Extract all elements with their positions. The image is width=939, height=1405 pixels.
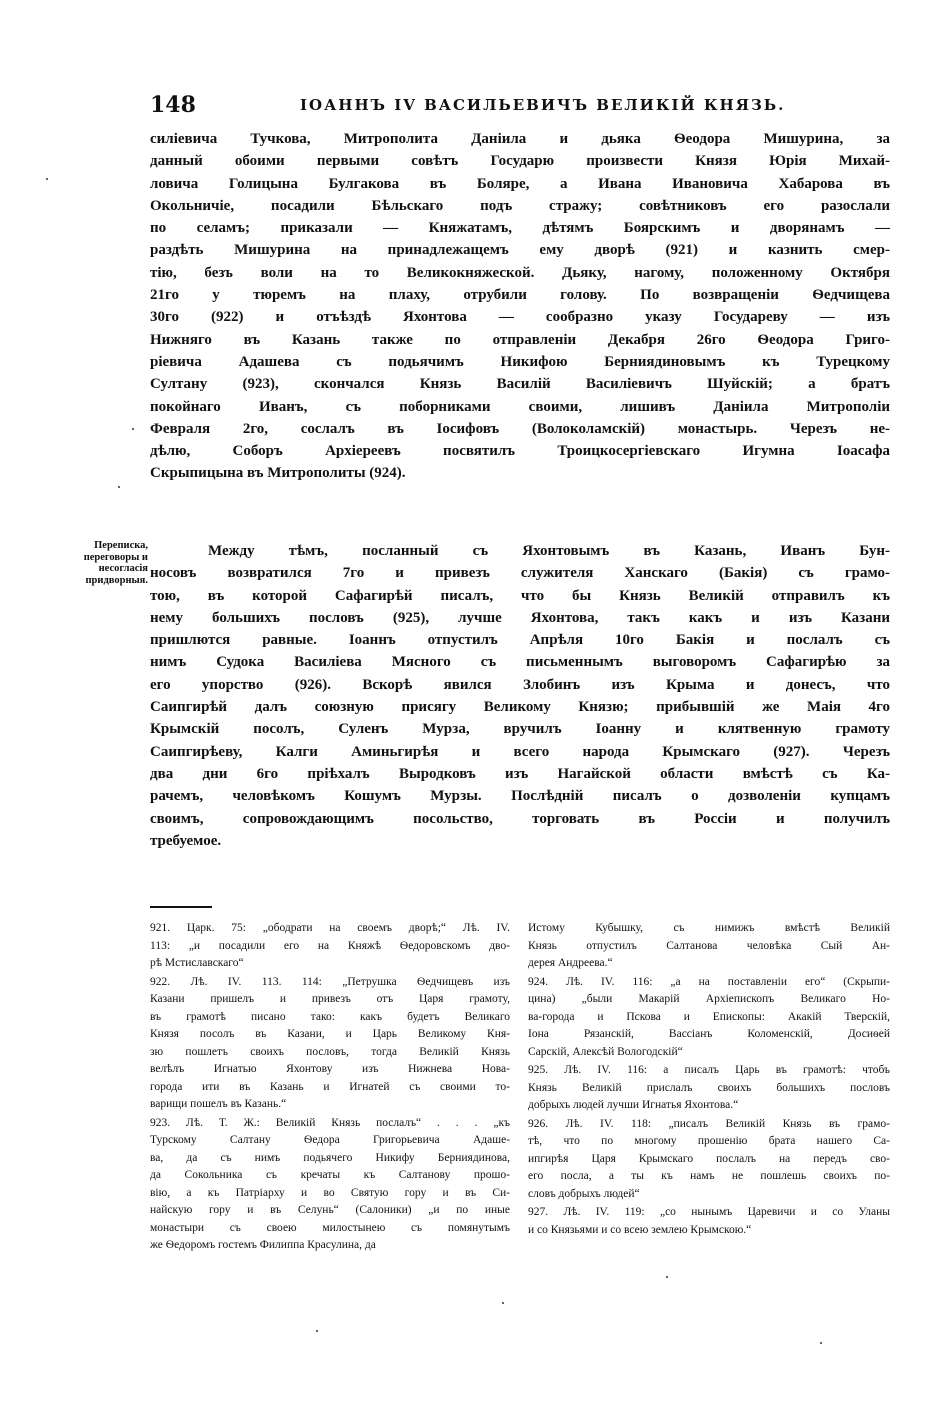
text-line: два дни 6го пріѣхалъ Выродковъ изъ Нагайской области вмѣстѣ съ Ка- (150, 765, 890, 782)
text-line: раздѣть Мишурина на принадлежащемъ ему дворѣ (921) и казнить смер- (150, 242, 890, 259)
footnote-line: ипгирѣя Царя Крымскаго послалъ на передъ сво- (528, 1152, 890, 1165)
footnote (150, 1115, 510, 1254)
footnote (528, 1062, 890, 1114)
footnote (528, 1204, 890, 1238)
footnote-line: рѣ Мстиславскаго“ (150, 957, 244, 969)
footnote (150, 974, 510, 1113)
footnotes-right-column (528, 920, 890, 1240)
footnote-line: Турскому Салтану Ѳедора Григорьевича Адаше- (150, 1134, 510, 1146)
footnote-line: зю пошлетъ своихъ пословъ, тогда Великій Князь (150, 1045, 510, 1058)
print-speck (820, 1342, 822, 1344)
footnote (528, 974, 890, 1061)
footnote-line: 926. Лѣ. IV. 118: „писалъ Великій Князь въ грамо- (528, 1117, 890, 1130)
text-line: Скрыпицына въ Митрополиты (924). (150, 465, 406, 482)
footnote-line: 924. Лѣ. IV. 116: „а на поставленіи его“ (Скрыпи- (528, 975, 890, 988)
footnote-line: цина) „были Макарій Архіепископъ Великаго Но- (528, 993, 890, 1005)
footnote-line: и со Князьями и со всею землею Крымскою.“ (528, 1223, 752, 1236)
text-line: ловича Голицына Булгакова въ Боляре, а Ивана Ивановича Хабарова въ (150, 175, 890, 192)
footnote-line: 923. Лѣ. Т. Ж.: Великій Князь послалъ“ . . . „къ (150, 1116, 510, 1129)
footnote-line: да Сокольника съ кречаты къ Салтанову прошо- (150, 1169, 510, 1181)
running-title: ІОАННЪ IV ВАСИЛЬЕВИЧЪ ВЕЛИКІЙ КНЯЗЬ. (300, 96, 786, 114)
margin-note: Переписка, переговоры и несогласія придворныя. (83, 540, 148, 586)
text-line: Султану (923), скончался Князь Василій Василіевичъ Шуйскій; а братъ (150, 376, 890, 393)
text-line: тію, безъ воли на то Великокняжеской. Дьяку, нагому, положенному Октября (150, 264, 890, 281)
text-line: Саипгирѣй далъ союзную присягу Великому Князю; прибывшій же Маія 4го (150, 699, 890, 716)
text-line: Крымскій посолъ, Суленъ Мурза, вручилъ Іоанну и клятвенную грамоту (150, 721, 890, 738)
footnote-line: ва-города и Пскова и Епископы: Акакій Тверскій, (528, 1010, 890, 1023)
text-line: ріевича Адашева съ подьячимъ Никифою Берниядиновымъ къ Турецкому (150, 353, 890, 370)
footnote-line: Іона Рязанскій, Вассіанъ Коломенскій, Досиѳей (528, 1028, 890, 1040)
main-paragraph-1 (150, 128, 890, 485)
footnote-separator (150, 906, 212, 908)
text-line: нему большихъ пословъ (925), лучше Яхонтова, такъ какъ и изъ Казани (150, 609, 890, 626)
footnote-line: 925. Лѣ. IV. 116: а писалъ Царь въ грамотѣ: чтобъ (528, 1064, 890, 1076)
footnote-line: Казани пришелъ и привезъ отъ Царя грамоту, (150, 993, 510, 1005)
text-line: своимъ, сопровождающимъ посольство, торговать въ Россіи и получилъ (150, 810, 890, 827)
text-line: тою, въ которой Сафагирѣй писалъ, что бы Князь Великій отправилъ къ (150, 587, 890, 604)
text-line: по селамъ; приказали — Княжатамъ, дѣтямъ Боярскимъ и дворянамъ — (150, 220, 890, 237)
text-line: Между тѣмъ, посланный съ Яхонтовымъ въ Казань, Иванъ Бун- (208, 543, 890, 559)
footnote-line: 922. Лѣ. IV. 113. 114: „Петрушка Ѳедчищевъ изъ (150, 975, 510, 988)
footnote (528, 920, 890, 972)
text-line: 30го (922) и отъѣздѣ Яхонтова — сообразно указу Государеву — изъ (150, 309, 890, 326)
print-speck (46, 178, 48, 180)
text-line: Нижняго въ Казань также по отправленіи Декабря 26го Ѳеодора Григо- (150, 331, 890, 348)
text-line: носовъ возвратился 7го и привезъ служителя Ханскаго (Бакія) съ грамо- (150, 565, 890, 582)
main-paragraph-2 (150, 540, 890, 852)
text-line: силіевича Тучкова, Митрополита Даніила и дьяка Ѳеодора Мишурина, за (150, 131, 890, 147)
footnote-line: города ити въ Казань и Игнатей съ своими то- (150, 1080, 510, 1093)
print-speck (118, 486, 120, 488)
footnote-line: Истому Кубышку, съ нимижъ вмѣстѣ Великій (528, 922, 890, 934)
footnote-line: 927. Лѣ. IV. 119: „со нынымъ Царевичи и со Уланы (528, 1206, 890, 1218)
text-line: 21го у тюремъ на плаху, отрубили голову. По возвращеніи Ѳедчищева (150, 287, 890, 304)
footnote-line: добрыхъ людей лучши Игнатья Яхонтова.“ (528, 1099, 739, 1111)
footnote (528, 1116, 890, 1203)
footnote-line: 113: „и посадили его на Княжѣ Ѳедоровскомъ дво- (150, 939, 510, 952)
footnote-line: его посла, а ты къ намъ не пошлешь своихъ по- (528, 1170, 890, 1182)
print-speck (666, 1276, 668, 1278)
footnote-line: 921. Царк. 75: „ободрати на своемъ дворѣ;“ Лѣ. IV. (150, 922, 510, 934)
print-speck (316, 1330, 318, 1332)
page-header (150, 92, 790, 122)
footnote-line: же Ѳедоромъ гостемъ Филиппа Красулина, да (150, 1239, 376, 1251)
footnote-line: варищи пошелъ въ Казань.“ (150, 1098, 287, 1110)
text-line: Окольничіе, посадили Бѣльскаго подъ стражу; совѣтниковъ его разослали (150, 197, 890, 214)
text-line: Февраля 2го, сослалъ въ Іосифовъ (Волоколамскій) монастырь. Черезъ не- (150, 420, 890, 437)
footnote-line: Сарскій, Алексѣй Вологодскій“ (528, 1045, 683, 1058)
footnote-line: велѣлъ Игнатью Яхонтову изъ Нижнева Нова- (150, 1063, 510, 1075)
text-line: рачемъ, человѣкомъ Кошумъ Мурзы. Послѣдній писалъ о дозволеніи купцамъ (150, 788, 890, 805)
text-line: пришлются равные. Іоаннъ отпустилъ Апрѣля 10го Бакія и послалъ съ (150, 632, 890, 649)
footnote-line: въ грамотѣ писано тако: какъ будетъ Великаго (150, 1010, 510, 1023)
footnote-line: вію, а къ Патріарху и во Святую гору и въ Си- (150, 1186, 510, 1199)
footnote-line: ва, да съ нимъ подьячего Никифу Берниядинова, (150, 1151, 510, 1164)
text-line: покойнаго Иванъ, съ поборниками своими, лишивъ Даніила Митрополіи (150, 398, 890, 415)
footnote-line: словъ добрыхъ людей“ (528, 1187, 640, 1200)
footnote-line: монастыри съ своею милостынею съ помянутымъ (150, 1221, 510, 1234)
footnote-line: найскую гору и въ Селунь“ (Салоники) „и по иные (150, 1204, 510, 1216)
text-line: требуемое. (150, 832, 222, 849)
text-line: дѣлю, Соборъ Архіереевъ посвятилъ Троицкосергіевскаго Игумна Іоасафа (150, 443, 890, 460)
text-line: нимъ Судока Василіева Мясного съ письменнымъ выговоромъ Сафагирѣю за (150, 654, 890, 671)
print-speck (502, 1302, 504, 1304)
text-line: данный обоими первыми совѣтъ Государю произвести Князя Юрія Михай- (150, 153, 890, 170)
text-line: его упорство (926). Вскорѣ явился Злобинъ изъ Крыма и донесъ, что (150, 676, 890, 693)
footnote-line: Князь отпустилъ Салтанова человѣка Сый Ан- (528, 939, 890, 952)
footnote-line: тѣ, что по многому прошенію брата нашего Са- (528, 1135, 890, 1147)
print-speck (132, 428, 134, 430)
page-number: 148 (150, 92, 196, 118)
footnote (150, 920, 510, 972)
footnotes-left-column (150, 920, 510, 1256)
footnote-line: Князь Великій прислалъ своихъ большихъ пословъ (528, 1081, 890, 1094)
footnote-line: Князя посолъ въ Казани, и Царь Великому Кня- (150, 1028, 510, 1040)
text-line: Саипгирѣеву, Калги Аминьгирѣя и всего народа Крымскаго (927). Черезъ (150, 743, 890, 760)
footnote-line: дерея Андреева.“ (528, 957, 613, 969)
